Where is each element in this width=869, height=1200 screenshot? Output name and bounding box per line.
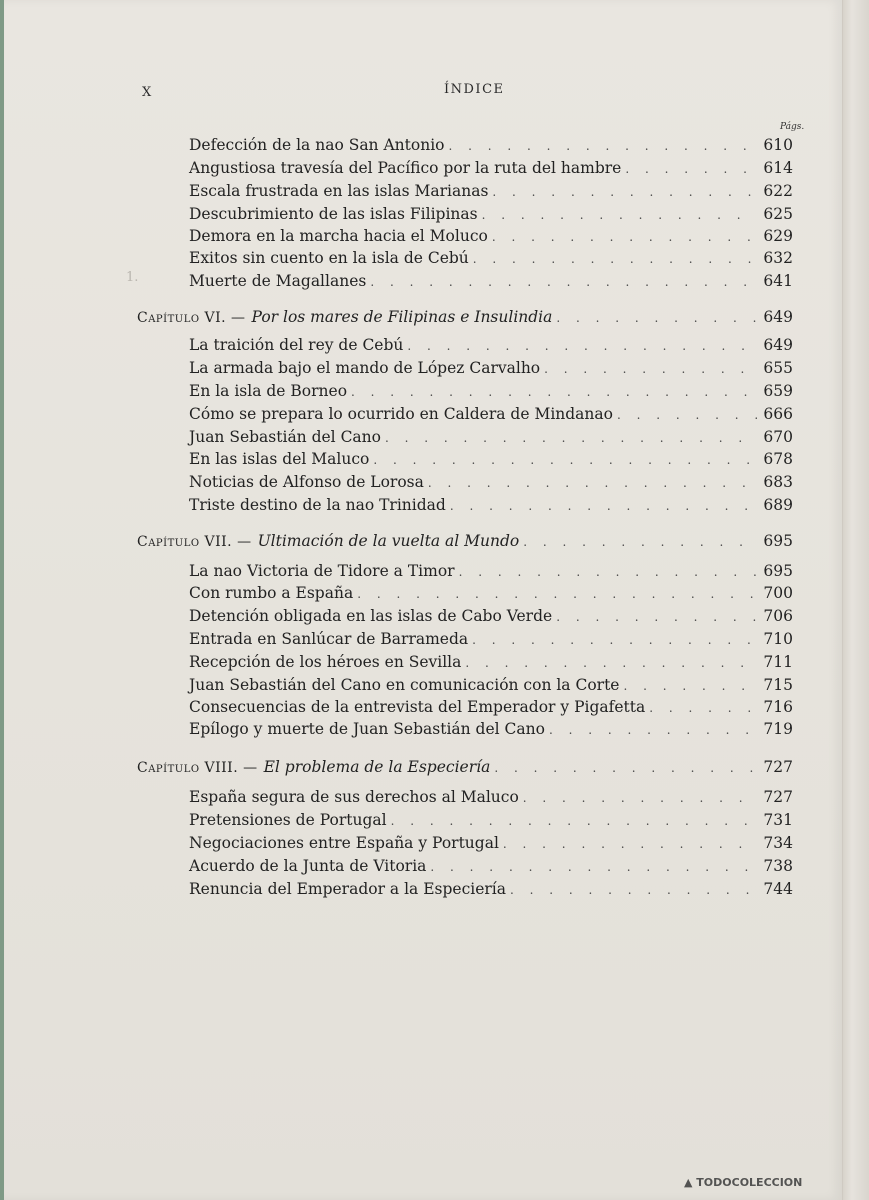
toc-entry: Consecuencias de la entrevista del Emperador y Pigafetta . . . 716 [189,698,793,716]
toc-entry: La traición del rey de Cebú . . . 649 [189,336,793,354]
table-of-contents [4,0,842,1200]
toc-entry: La nao Victoria de Tidore a Timor . . . 695 [189,562,793,580]
toc-entry: España segura de sus derechos al Maluco . . . 727 [189,788,793,806]
pages-column-label: Págs. [780,122,805,132]
chapter-heading: Capítulo VII. — Ultimación de la vuelta al Mundo . . . 695 [137,532,793,550]
bleed-through-mark: 1. [126,270,139,285]
toc-entry: Epílogo y muerte de Juan Sebastián del Cano . . . 719 [189,720,793,738]
toc-entry: Defección de la nao San Antonio . . . 610 [189,136,793,154]
toc-entry: Detención obligada en las islas de Cabo Verde . . . 706 [189,607,793,625]
toc-entry: Negociaciones entre España y Portugal . . . 734 [189,834,793,852]
chapter-heading: Capítulo VIII. — El problema de la Especiería . . . 727 [137,758,793,776]
toc-entry: Noticias de Alfonso de Lorosa . . . 683 [189,473,793,491]
toc-entry: Demora en la marcha hacia el Moluco . . . 629 [189,227,793,245]
toc-entry: Angustiosa travesía del Pacífico por la ruta del hambre . . . 614 [189,159,793,177]
book-page [4,0,843,1200]
toc-entry: Entrada en Sanlúcar de Barrameda . . . 710 [189,630,793,648]
watermark-logo: ▲ TODOCOLECCION [684,1176,803,1189]
toc-entry: Escala frustrada en las islas Marianas . . . 622 [189,182,793,200]
toc-entry: En las islas del Maluco . . . 678 [189,450,793,468]
chapter-heading: Capítulo VI. — Por los mares de Filipinas e Insulindia . . . 649 [137,308,793,326]
toc-entry: Muerte de Magallanes . . . 641 [189,272,793,290]
toc-entry: Juan Sebastián del Cano en comunicación con la Corte . . . 715 [189,676,793,694]
toc-entry: Con rumbo a España . . . 700 [189,584,793,602]
toc-entry: Triste destino de la nao Trinidad . . . 689 [189,496,793,514]
toc-entry: Descubrimiento de las islas Filipinas . . . 625 [189,205,793,223]
toc-entry: Juan Sebastián del Cano . . . 670 [189,428,793,446]
toc-entry: Pretensiones de Portugal . . . 731 [189,811,793,829]
toc-entry: La armada bajo el mando de López Carvalho . . . 655 [189,359,793,377]
toc-entry: Acuerdo de la Junta de Vitoria . . . 738 [189,857,793,875]
toc-entry: Recepción de los héroes en Sevilla . . . 711 [189,653,793,671]
toc-entry: Exitos sin cuento en la isla de Cebú . . . 632 [189,249,793,267]
page-folio: X [142,85,153,100]
running-header: ÍNDICE [444,82,505,97]
toc-entry: Renuncia del Emperador a la Especiería . . . 744 [189,880,793,898]
toc-entry: En la isla de Borneo . . . 659 [189,382,793,400]
toc-entry: Cómo se prepara lo ocurrido en Caldera de Mindanao . . . 666 [189,405,793,423]
